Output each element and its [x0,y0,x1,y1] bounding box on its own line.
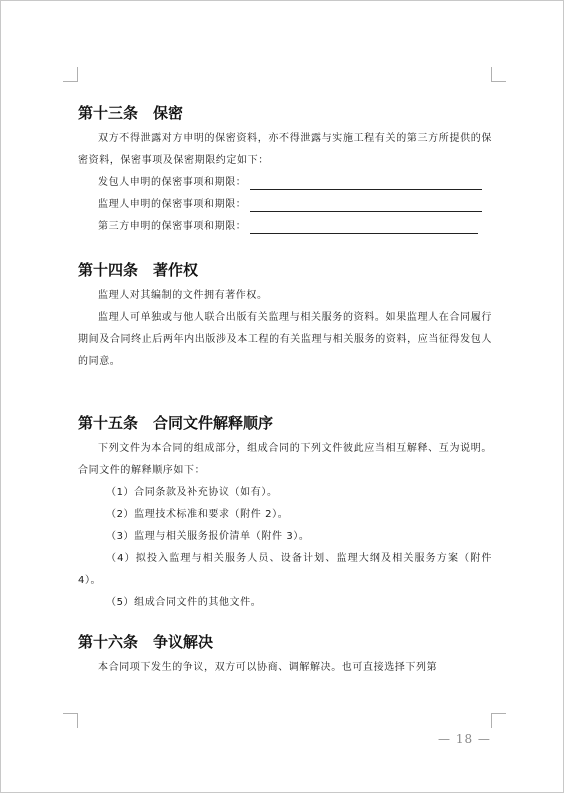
fill-in-row [78,172,492,194]
fill-in-blank-line[interactable] [250,197,482,212]
paragraph: 本合同项下发生的争议，双方可以协商、调解解决。也可直接选择下列第 [98,662,438,673]
section-heading: 第十六条 争议解决 [78,633,214,651]
page-content [78,101,492,679]
fill-in-row [78,194,492,216]
section-confidentiality [78,101,492,238]
fill-in-label: 监理人申明的保密事项和期限： [98,199,247,210]
crop-mark-top-left [63,67,78,82]
paragraph: 监理人对其编制的文件拥有著作权。 [98,290,268,301]
paragraph: 下列文件为本合同的组成部分，组成合同的下列文件彼此应当相互解释、互为说明。合同文件的解释顺序如下： [78,443,492,476]
fill-in-label: 发包人申明的保密事项和期限： [98,177,247,188]
list-item: （4）拟投入监理与相关服务人员、设备计划、监理大纲及相关服务方案（附件4）。 [78,553,492,586]
crop-mark-bottom-right [491,713,506,728]
list-item: （2）监理技术标准和要求（附件 2）。 [106,509,289,520]
section-heading: 第十三条 保密 [78,104,184,122]
fill-in-blank-line[interactable] [250,175,482,190]
page-number: — 18 — [438,732,491,746]
fill-in-row [78,216,492,238]
paragraph: 监理人可单独或与他人联合出版有关监理与相关服务的资料。如果监理人在合同履行期间及合同终止后两年内出版涉及本工程的有关监理与相关服务的资料，应当征得发包人的同意。 [78,312,492,367]
section-document-order [78,411,492,614]
section-dispute-resolution [78,630,492,679]
fill-in-label: 第三方申明的保密事项和期限： [98,221,247,232]
section-heading: 第十五条 合同文件解释顺序 [78,414,274,432]
crop-mark-top-right [491,67,506,82]
list-item: （1）合同条款及补充协议（如有）。 [106,487,278,498]
crop-mark-bottom-left [63,713,78,728]
section-copyright [78,258,492,373]
list-item: （3）监理与相关服务报价清单（附件 3）。 [106,531,310,542]
fill-in-blank-line[interactable] [250,219,478,234]
paragraph: 双方不得泄露对方申明的保密资料，亦不得泄露与实施工程有关的第三方所提供的保密资料，保密事项及保密期限约定如下： [78,133,492,166]
list-item: （5）组成合同文件的其他文件。 [106,597,262,608]
section-heading: 第十四条 著作权 [78,261,199,279]
